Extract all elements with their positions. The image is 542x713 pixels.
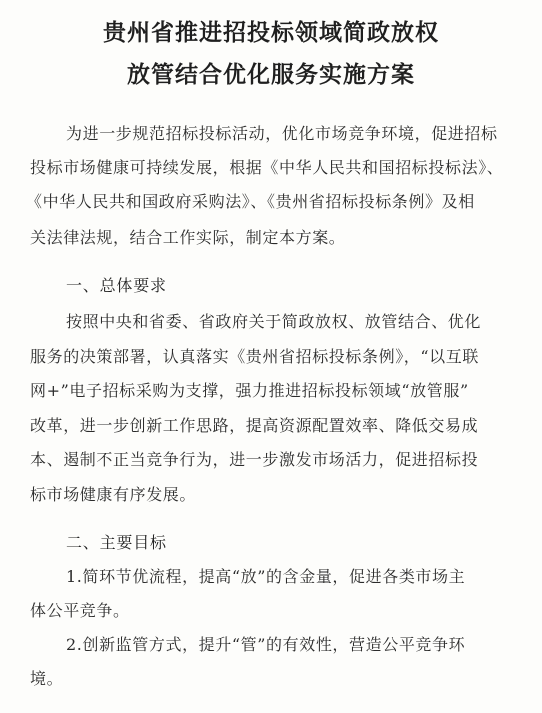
section1-paragraph-line: 改革，进一步创新工作思路，提高资源配置效率、降低交易成: [30, 416, 479, 435]
intro-paragraph-line: 投标市场健康可持续发展，根据《中华人民共和国招标投标法》、: [30, 158, 504, 177]
section2-goal-line: 境。: [30, 669, 64, 688]
section1-paragraph-line: 网+”电子招标采购为支撑，强力推进招标投标领域“放管服”: [30, 381, 469, 400]
section2-goal-line: 2.创新监管方式，提升“管”的有效性，营造公平竞争环: [66, 635, 466, 654]
section1-paragraph-line: 按照中央和省委、省政府关于简政放权、放管结合、优化: [66, 312, 482, 331]
intro-paragraph-line: 《中华人民共和国政府采购法》、《贵州省招标投标条例》及相: [26, 192, 475, 211]
section1-paragraph-line: 本、遏制不正当竞争行为，进一步激发市场活力，促进招标投: [30, 450, 479, 469]
document-title-line-2: 放管结合优化服务实施方案: [127, 62, 415, 88]
document-title-line-1: 贵州省推进招投标领域简政放权: [103, 20, 439, 46]
intro-paragraph-line: 关法律法规，结合工作实际，制定本方案。: [30, 228, 346, 247]
intro-paragraph-line: 为进一步规范招标投标活动，优化市场竞争环境，促进招标: [66, 124, 498, 143]
section-heading-main-goals: 二、主要目标: [66, 533, 167, 552]
section2-goal-line: 体公平竞争。: [30, 601, 130, 620]
section1-paragraph-line: 服务的决策部署，认真落实《贵州省招标投标条例》，“以互联: [30, 347, 479, 366]
section1-paragraph-line: 标市场健康有序发展。: [30, 485, 197, 504]
section2-goal-line: 1.简环节优流程，提高“放”的含金量，促进各类市场主: [66, 567, 466, 586]
section-heading-general-requirements: 一、总体要求: [66, 276, 167, 295]
